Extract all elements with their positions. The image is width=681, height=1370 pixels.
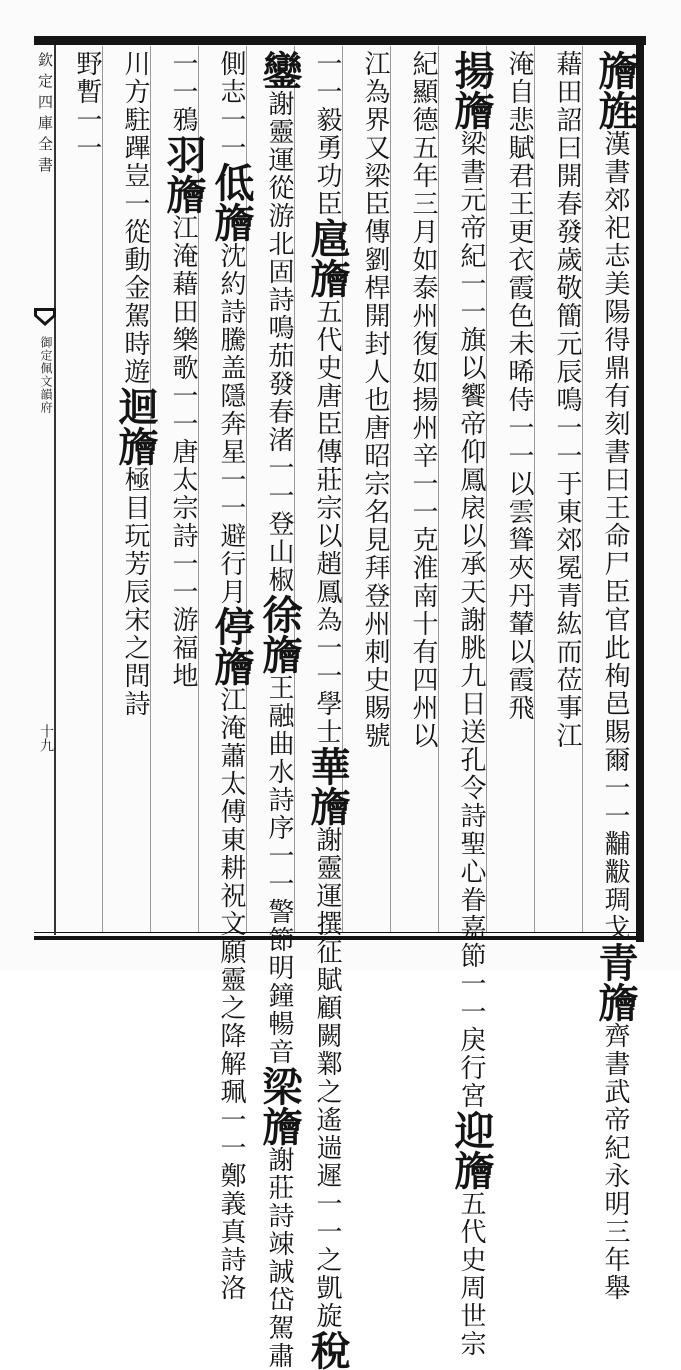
entry-text: 尸臣官此栒邑賜爾一一黼黻琱戈 bbox=[600, 550, 630, 942]
column-divider bbox=[438, 46, 439, 932]
margin-page-number: 十九 bbox=[38, 724, 54, 752]
entry-headword: 稅 bbox=[304, 1330, 351, 1370]
top-border-rule bbox=[34, 36, 646, 45]
margin-volume-title: 御定佩文韻府 bbox=[39, 336, 53, 414]
text-column bbox=[486, 50, 534, 930]
margin-strip bbox=[34, 45, 54, 932]
entry-text: 謝莊詩竦 bbox=[264, 1146, 294, 1258]
entry-headword: 羽旝 bbox=[160, 134, 207, 214]
entry-text: 朓九日送孔令詩聖心眷嘉節一一戾行宮 bbox=[456, 634, 486, 1110]
entry-text: 之降解珮一一鄭義真詩洛 bbox=[216, 994, 246, 1302]
entry-text: 野暫一一 bbox=[72, 50, 102, 162]
text-column bbox=[534, 50, 582, 930]
text-column bbox=[294, 50, 351, 1370]
entry-text: 星一一避行月 bbox=[216, 438, 246, 606]
entry-headword: 低旝 bbox=[208, 162, 255, 242]
text-column bbox=[54, 50, 102, 930]
column-divider bbox=[102, 46, 103, 932]
column-divider bbox=[486, 46, 487, 932]
right-border-rule bbox=[636, 40, 644, 942]
text-column bbox=[438, 50, 495, 1358]
text-column bbox=[582, 50, 639, 1302]
entry-headword: 旝旌 bbox=[592, 50, 639, 130]
column-divider bbox=[390, 46, 391, 932]
entry-text: 五代史唐臣傳莊宗以趙鳳為一一學士 bbox=[312, 298, 342, 746]
entry-text: 江為界又梁臣傳劉桿開封人也唐昭宗名見拜登州刺史賜號 bbox=[360, 50, 390, 750]
entry-text: 江淹蕭太傅東耕祝文願靈 bbox=[216, 686, 246, 994]
entry-headword: 徐旝 bbox=[256, 594, 303, 674]
entry-text: 警節明鐘暢音 bbox=[264, 898, 294, 1066]
entry-text: 淹自悲賦君王更衣霞色未晞侍一一以雲聳夾丹輦以霞飛 bbox=[504, 50, 534, 722]
entry-text: 謝靈運從游北固詩鳴 bbox=[264, 90, 294, 342]
entry-text: 江淹藉田樂歌一一唐太宗詩一一游福地 bbox=[168, 214, 198, 690]
entry-text: 沈約詩騰盖隱奔 bbox=[216, 242, 246, 438]
entry-text: 紀顯德五年三月如泰州復如揚州辛一一克淮南十有四州以 bbox=[408, 50, 438, 750]
text-column bbox=[102, 50, 159, 930]
entry-text: 一從動金駕時遊 bbox=[120, 190, 150, 386]
entry-headword: 青旝 bbox=[592, 942, 639, 1022]
entry-text: 謝靈運撰征賦顧闕鄴 bbox=[312, 826, 342, 1078]
margin-book-title: 欽定四庫全書 bbox=[36, 52, 54, 178]
column-divider bbox=[150, 46, 151, 932]
entry-text: 之遙遄遲一一之凱旋 bbox=[312, 1078, 342, 1330]
entry-headword: 華旝 bbox=[304, 746, 351, 826]
entry-headword: 迴旝 bbox=[112, 386, 159, 466]
entry-text: 一一鴉 bbox=[168, 50, 198, 134]
entry-text: 川方駐蹕豈 bbox=[120, 50, 150, 190]
entry-headword: 停旝 bbox=[208, 606, 255, 686]
entry-text: 漢書郊祀志美陽得鼎有刻書曰王命 bbox=[600, 130, 630, 550]
entry-text: 五代史周世宗 bbox=[456, 1190, 486, 1358]
entry-headword: 鑾 bbox=[256, 50, 303, 90]
entry-text: 誠岱駕肅 bbox=[264, 1258, 294, 1370]
column-divider bbox=[582, 46, 583, 932]
entry-text: 茄發春渚一一登山椒 bbox=[264, 342, 294, 594]
entry-headword: 揚旝 bbox=[448, 50, 495, 130]
entry-text: 極目玩芳辰宋之問詩 bbox=[120, 466, 150, 718]
entry-headword: 迎旝 bbox=[448, 1110, 495, 1190]
entry-text: 齊書武帝紀永明三年舉 bbox=[600, 1022, 630, 1302]
text-column bbox=[150, 50, 207, 930]
text-column bbox=[390, 50, 438, 930]
entry-headword: 梁旝 bbox=[256, 1066, 303, 1146]
entry-headword: 扈旝 bbox=[304, 218, 351, 298]
column-divider bbox=[294, 46, 295, 932]
entry-text: 一一毅勇功臣 bbox=[312, 50, 342, 218]
entry-text: 側志一一 bbox=[216, 50, 246, 162]
entry-text: 藉田詔曰開春發歲敬簡元辰鳴一一于東郊冕青紘而莅事江 bbox=[552, 50, 582, 750]
column-divider bbox=[534, 46, 535, 932]
entry-text: 王融曲水詩序一一 bbox=[264, 674, 294, 898]
fishtail-mark-icon bbox=[34, 306, 56, 328]
entry-text: 梁書元帝紀一一旗以饗帝仰鳳扆以承天謝 bbox=[456, 130, 486, 634]
